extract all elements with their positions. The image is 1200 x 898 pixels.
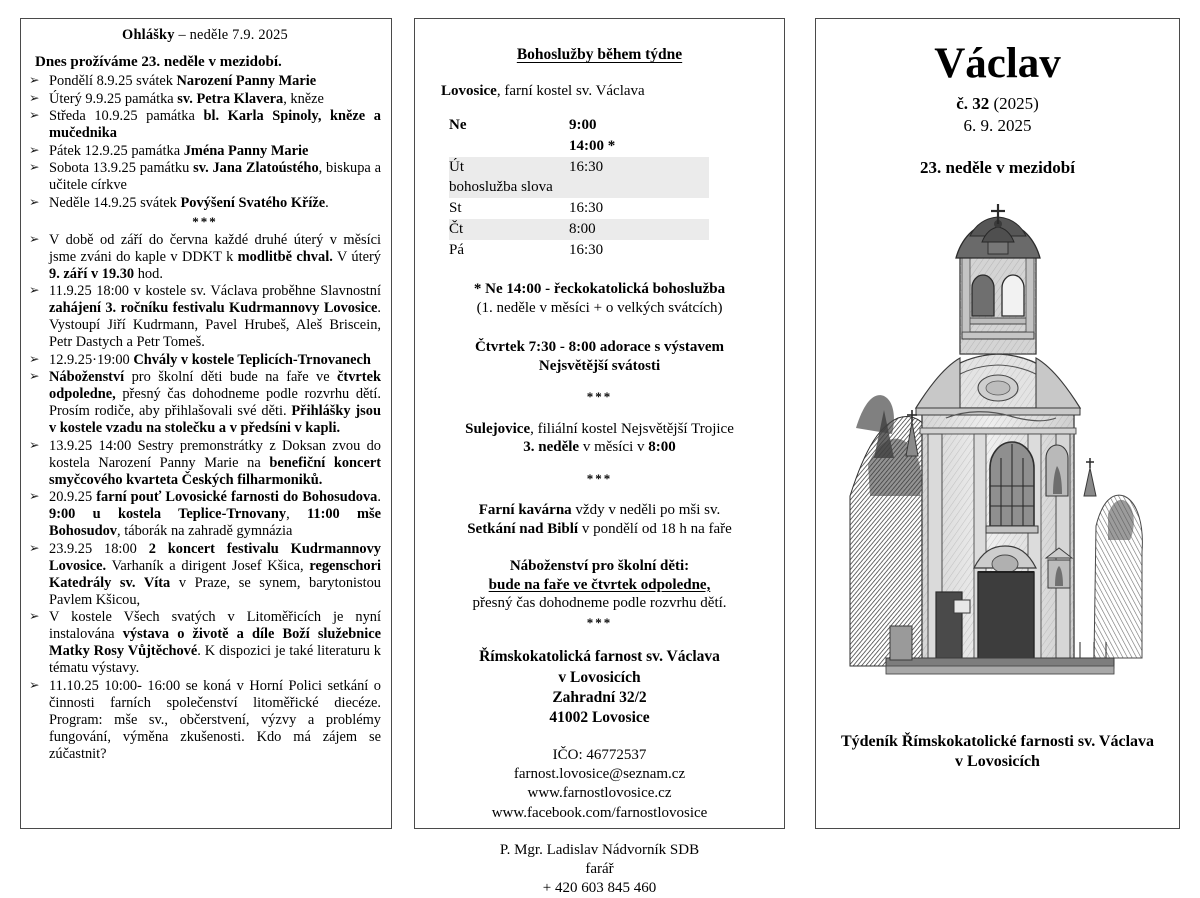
issue-number: č. 32 — [956, 94, 990, 114]
schedule-time: 16:30 — [569, 200, 604, 217]
church-sketch-icon — [850, 196, 1146, 716]
parish-website[interactable]: www.farnostlovosice.cz — [527, 785, 672, 802]
list-item — [29, 438, 381, 489]
list-item — [29, 195, 381, 212]
item-text: . Vystoupí Jiří Kudrmann, Pavel Hrubeš, Aleš Briscein, Petr Dastych a Petr Tomeš. — [49, 300, 381, 351]
feast-text-bold: bl. Karla Spinoly, kněze a mučednika — [49, 108, 381, 142]
parish-email[interactable]: farnost.lovosice@seznam.cz — [513, 766, 686, 783]
announcements-panel — [20, 18, 392, 829]
announcements-lead: Dnes prožíváme 23. neděle v mezidobí. — [35, 53, 282, 70]
item-text: 11.9.25 18:00 v kostele sv. Václava proběhne Slavnostní — [49, 283, 381, 300]
feast-text-pre: Pátek 12.9.25 památka — [49, 142, 184, 159]
list-item — [29, 352, 381, 369]
bible-meeting-label: Setkání nad Biblí — [467, 521, 579, 538]
schedule-day: St — [449, 200, 462, 217]
item-text: , — [286, 506, 307, 523]
priest-block — [437, 841, 762, 898]
schedule-time: 14:00 * — [569, 137, 616, 154]
religion-classes-block — [437, 557, 762, 613]
section-separator: *** — [586, 615, 613, 631]
masthead-title: Václav — [934, 40, 1061, 87]
spacer — [437, 823, 762, 841]
item-text: . — [377, 489, 381, 506]
item-text: V době od září do června každé druhé úterý v měsíci jsme zváni do kaple v DDKT k — [49, 231, 381, 265]
item-text: 20.9.25 — [49, 489, 97, 506]
schedule-time: 16:30 — [569, 241, 604, 258]
feast-text-bold: Jména Panny Marie — [183, 142, 309, 159]
religion-classes-title: Náboženství pro školní děti: — [509, 557, 690, 574]
adoration-note — [437, 338, 762, 376]
sulejovice-place-line — [437, 420, 762, 439]
issue-line — [832, 94, 1163, 114]
list-item — [29, 108, 381, 142]
feast-text-bold: Narození Panny Marie — [176, 73, 317, 90]
feast-text-bold: sv. Petra Klavera — [177, 90, 284, 107]
parish-name-line-2: v Lovosicích — [558, 668, 641, 686]
item-text: Varhaník a dirigent Josef Kšica, — [106, 557, 310, 574]
schedule-time: 9:00 — [569, 117, 597, 134]
list-item — [29, 73, 381, 90]
sulejovice-name: Sulejovice — [465, 420, 531, 437]
table-row — [449, 157, 709, 178]
item-text: v Praze, se synem, barytonistou Pavlem Kšicou, — [49, 574, 381, 608]
lovosice-name: Lovosice — [441, 83, 497, 100]
schedule-day: Út — [449, 157, 569, 178]
item-text: přesný čas dohodneme podle rozvrhu dětí. Prosím rodiče, aby přihlašovali své děti. — [49, 386, 381, 420]
section-separator: *** — [192, 213, 218, 229]
table-row — [449, 136, 709, 157]
item-bold: modlitbě chval. — [237, 248, 333, 265]
sulejovice-time: 8:00 — [648, 439, 676, 456]
parish-address-block — [437, 647, 762, 728]
item-bold: regenschori Katedrály sv. Víta — [49, 557, 381, 591]
announcements-title-bold: Ohlášky — [122, 27, 175, 43]
issue-date: 6. 9. 2025 — [963, 116, 1032, 136]
services-title: Bohoslužby během týdne — [516, 46, 683, 63]
feast-text-post: , kněze — [283, 90, 324, 107]
sulejovice-time-line — [437, 438, 762, 457]
greek-catholic-note — [437, 280, 762, 318]
schedule-time: 16:30 — [569, 157, 709, 178]
farni-kavarna-line — [437, 501, 762, 520]
item-text: , táborák na zahradě gymnázia — [117, 523, 293, 540]
schedule-day: Pá — [449, 241, 464, 258]
priest-phone[interactable]: + 420 603 845 460 — [542, 880, 657, 897]
item-bold: Chvály v kostele Teplicích-Trnovanech — [133, 351, 371, 368]
list-item — [29, 91, 381, 108]
feast-text-bold: Povýšení Svatého Kříže — [180, 194, 326, 211]
item-text: hod. — [134, 265, 163, 282]
feast-text-pre: Pondělí 8.9.25 svátek — [49, 73, 177, 90]
religion-classes-when: bude na faře ve čtvrtek odpoledne, — [488, 576, 711, 593]
item-text: V kostele Všech svatých v Litoměřicích je nyní instalována — [49, 609, 381, 643]
item-bold: Náboženství — [49, 369, 125, 386]
priest-role: farář — [585, 860, 614, 877]
sulejovice-block — [437, 420, 762, 458]
feast-text-post: , biskupa a učitele církve — [49, 160, 381, 194]
sulejovice-week: 3. neděle — [523, 439, 580, 456]
issue-year: (2025) — [989, 94, 1039, 114]
feast-text-post: . — [325, 194, 329, 211]
item-bold: Přihlášky jsou v kostele vzadu na stolečku a v předsíni v kapli. — [49, 403, 381, 437]
table-row — [449, 219, 709, 240]
parish-city: 41002 Lovosice — [549, 708, 650, 726]
bible-meeting-line — [437, 520, 762, 539]
item-text: 11.10.25 10:00- 16:00 se koná v Horní Polici setkání o činnosti farních společenství litoměřické diecéze. Program: mše sv., občerstvení, výzvy a problémy fungování, výměna zkušenosti. Kdo má zájem se zúčastnit? — [49, 677, 381, 762]
list-item — [29, 369, 381, 437]
item-text: 13.9.25 14:00 Sestry premonstrátky z Doksan zvou do kostela Narození Panny Marie na — [49, 437, 381, 471]
item-text: pro školní děti bude na faře ve — [124, 369, 338, 386]
item-text: . K dispozici je také literaturu k tématu výstavy. — [49, 643, 381, 677]
parish-ico: IČO: 46772537 — [552, 746, 647, 763]
sulejovice-mid: v měsíci v — [579, 439, 649, 456]
table-row-note — [449, 177, 709, 198]
announcements-title — [29, 27, 381, 44]
announcement-list — [29, 232, 381, 763]
footer-line-2: v Lovosicích — [955, 753, 1040, 771]
list-item — [29, 232, 381, 283]
item-bold: farní pouť Lovosické farnosti do Bohosudova — [96, 489, 378, 506]
item-bold: benefiční koncert smyčcového kvarteta Českých filharmoniků. — [49, 454, 382, 488]
list-item — [29, 541, 381, 609]
parish-facebook[interactable]: www.facebook.com/farnostlovosice — [491, 804, 708, 821]
footer-line-1: Týdeník Římskokatolické farnosti sv. Václava — [840, 733, 1155, 751]
feast-text-pre: Úterý 9.9.25 památka — [49, 90, 178, 107]
item-bold: 9:00 u kostela Teplice-Trnovany — [49, 506, 287, 523]
item-bold: 11:00 mše Bohosudov — [49, 506, 382, 540]
priest-name: P. Mgr. Ladislav Nádvorník SDB — [499, 841, 700, 858]
item-text: 12.9.25·19:00 — [49, 351, 134, 368]
adoration-line-1: Čtvrtek 7:30 - 8:00 adorace s výstavem — [474, 338, 725, 355]
list-item — [29, 489, 381, 540]
list-item — [29, 283, 381, 351]
church-photo — [850, 196, 1146, 716]
footer-text — [840, 732, 1155, 772]
parish-activities-block — [437, 501, 762, 539]
item-bold: výstava o životě a díle Boží služebnice Matky Rosy Vůjtěchové — [49, 626, 381, 660]
cover-panel — [815, 18, 1180, 829]
adoration-line-2: Nejsvětější svátosti — [538, 357, 661, 374]
bible-meeting-detail: v pondělí od 18 h na faře — [578, 521, 732, 538]
feast-list — [29, 73, 381, 211]
greek-catholic-note-plain: (1. neděle v měsíci + o velkých svátcích) — [476, 300, 723, 317]
feast-text-bold: sv. Jana Zlatoústého — [193, 160, 319, 177]
schedule-day: Ne — [449, 117, 467, 134]
farni-kavarna-label: Farní kavárna — [478, 502, 572, 519]
item-bold: čtvrtek odpoledne, — [49, 369, 381, 403]
table-row — [449, 240, 709, 261]
greek-catholic-note-bold: * Ne 14:00 - řeckokatolická bohoslužba — [473, 281, 726, 298]
parish-name-line-1: Římskokatolická farnost sv. Václava — [479, 648, 720, 666]
schedule-time: 8:00 — [569, 219, 709, 240]
parish-contact-block — [437, 746, 762, 823]
schedule-note: bohoslužba slova — [449, 177, 709, 198]
list-item — [29, 160, 381, 194]
parish-street: Zahradní 32/2 — [552, 688, 647, 706]
section-separator: *** — [586, 389, 613, 405]
lovosice-place-line — [441, 82, 762, 101]
sunday-title: 23. neděle v mezidobí — [920, 158, 1075, 178]
item-text: 23.9.25 18:00 — [49, 540, 149, 557]
list-item — [29, 609, 381, 677]
table-row — [449, 115, 709, 136]
item-text: V úterý — [332, 248, 381, 265]
item-bold: 9. září v 19.30 — [49, 265, 135, 282]
item-bold: 2 koncert festivalu Kudrmannovy Lovosice. — [49, 540, 381, 574]
weekly-schedule-table — [449, 115, 709, 260]
spacer — [437, 539, 762, 557]
schedule-day — [449, 136, 569, 157]
sulejovice-church: , filiální kostel Nejsvětější Trojice — [530, 420, 734, 437]
religion-classes-detail: přesný čas dohodneme podle rozvrhu dětí. — [472, 595, 727, 612]
announcements-title-rest: – neděle 7.9. 2025 — [174, 27, 288, 43]
spacer — [437, 728, 762, 746]
schedule-day: Čt — [449, 219, 569, 240]
feast-text-pre: Středa 10.9.25 památka — [49, 108, 204, 125]
feast-text-pre: Sobota 13.9.25 památku — [49, 160, 194, 177]
item-bold: zahájení 3. ročníku festivalu Kudrmannovy Lovosice — [49, 300, 378, 317]
services-panel — [414, 18, 785, 897]
list-item — [29, 678, 381, 763]
table-row — [449, 198, 709, 219]
lovosice-church: , farní kostel sv. Václava — [496, 83, 645, 100]
section-separator: *** — [586, 471, 613, 487]
list-item — [29, 143, 381, 160]
farni-kavarna-detail: vždy v neděli po mši sv. — [571, 502, 721, 519]
feast-text-pre: Neděle 14.9.25 svátek — [49, 194, 181, 211]
